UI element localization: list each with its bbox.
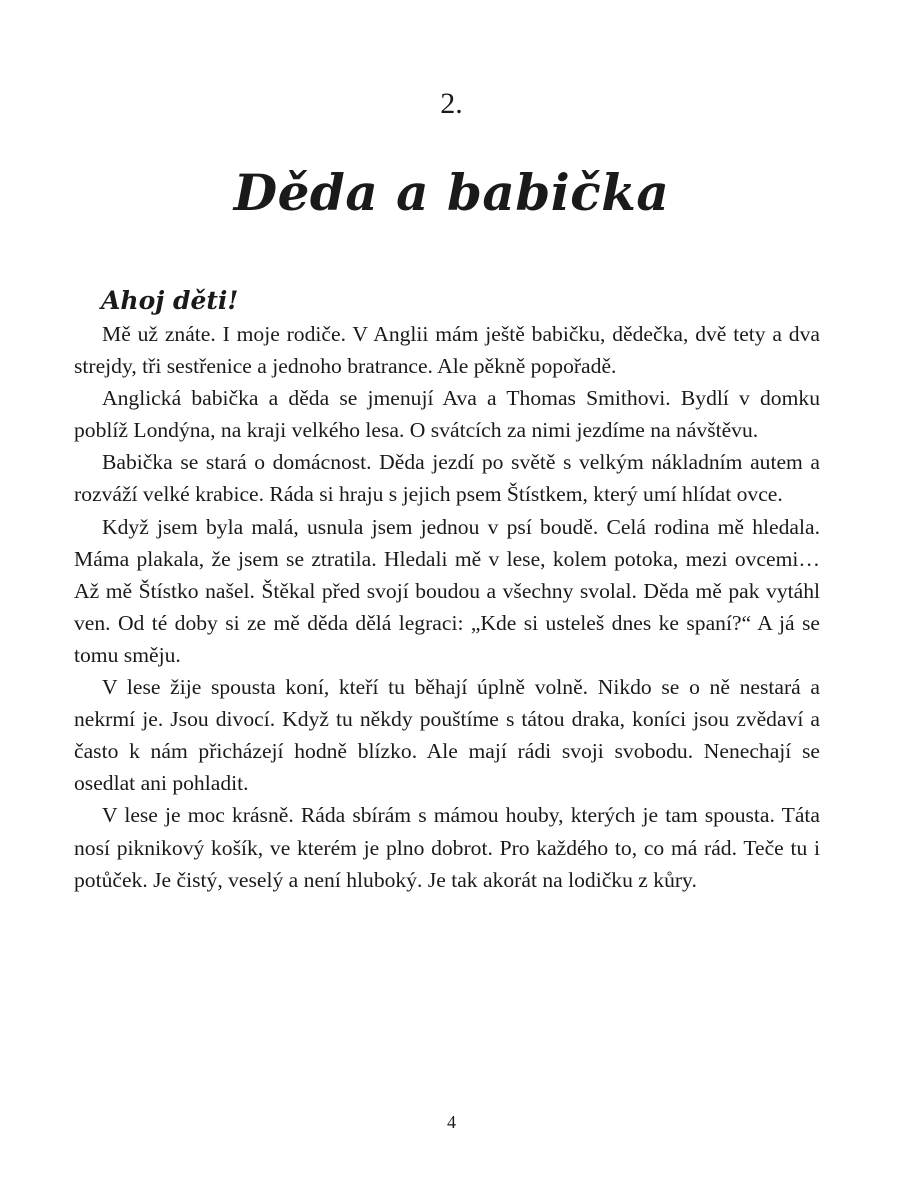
chapter-title: Děda a babička — [233, 163, 670, 222]
paragraph: V lese je moc krásně. Ráda sbírám s mámou houby, kterých je tam spousta. Táta nosí piknikový košík, ve kterém je plno dobrot. Pro každého to, co má rád. Teče tu i potůček. Je čistý, veselý a není hluboký. Je tak akorát na lodičku z kůry. — [74, 803, 820, 892]
paragraph: V lese žije spousta koní, kteří tu běhají úplně volně. Nikdo se o ně nestará a nekrmí je. Jsou divocí. Když tu někdy pouštíme s tátou draka, koníci jsou zvědaví a často k nám přicházejí hodně blízko. Ale mají rádi svoji svobodu. Nenechají se osedlat ani pohladit. — [74, 675, 820, 796]
paragraph: Babička se stará o domácnost. Děda jezdí po světě s velkým nákladním autem a rozváží velké krabice. Ráda si hraju s jejich psem Štístkem, který umí hlídat ovce. — [74, 450, 820, 507]
chapter-body — [74, 318, 820, 896]
chapter-number: 2. — [440, 87, 463, 120]
paragraph: Anglická babička a děda se jmenují Ava a Thomas Smithovi. Bydlí v domku poblíž Londýna, na kraji velkého lesa. O svátcích za nimi jezdíme na návštěvu. — [74, 386, 820, 443]
page-number: 4 — [447, 1112, 456, 1132]
greeting: Ahoj děti! — [101, 286, 239, 315]
paragraph: Mě už znáte. I moje rodiče. V Anglii mám ještě babičku, dědečka, dvě tety a dva strejdy, tři sestřenice a jednoho bratrance. Ale pěkně popořadě. — [74, 322, 820, 379]
paragraph: Když jsem byla malá, usnula jsem jednou v psí boudě. Celá rodina mě hledala. Máma plakala, že jsem se ztratila. Hledali mě v lese, kolem potoka, mezi ovcemi… Až mě Štístko našel. Štěkal před svojí boudou a všechny svolal. Děda mě pak vytáhl ven. Od té doby si ze mě děda dělá legraci: „Kde si usteleš dnes ke spaní?“ A já se tomu směju. — [74, 514, 820, 667]
